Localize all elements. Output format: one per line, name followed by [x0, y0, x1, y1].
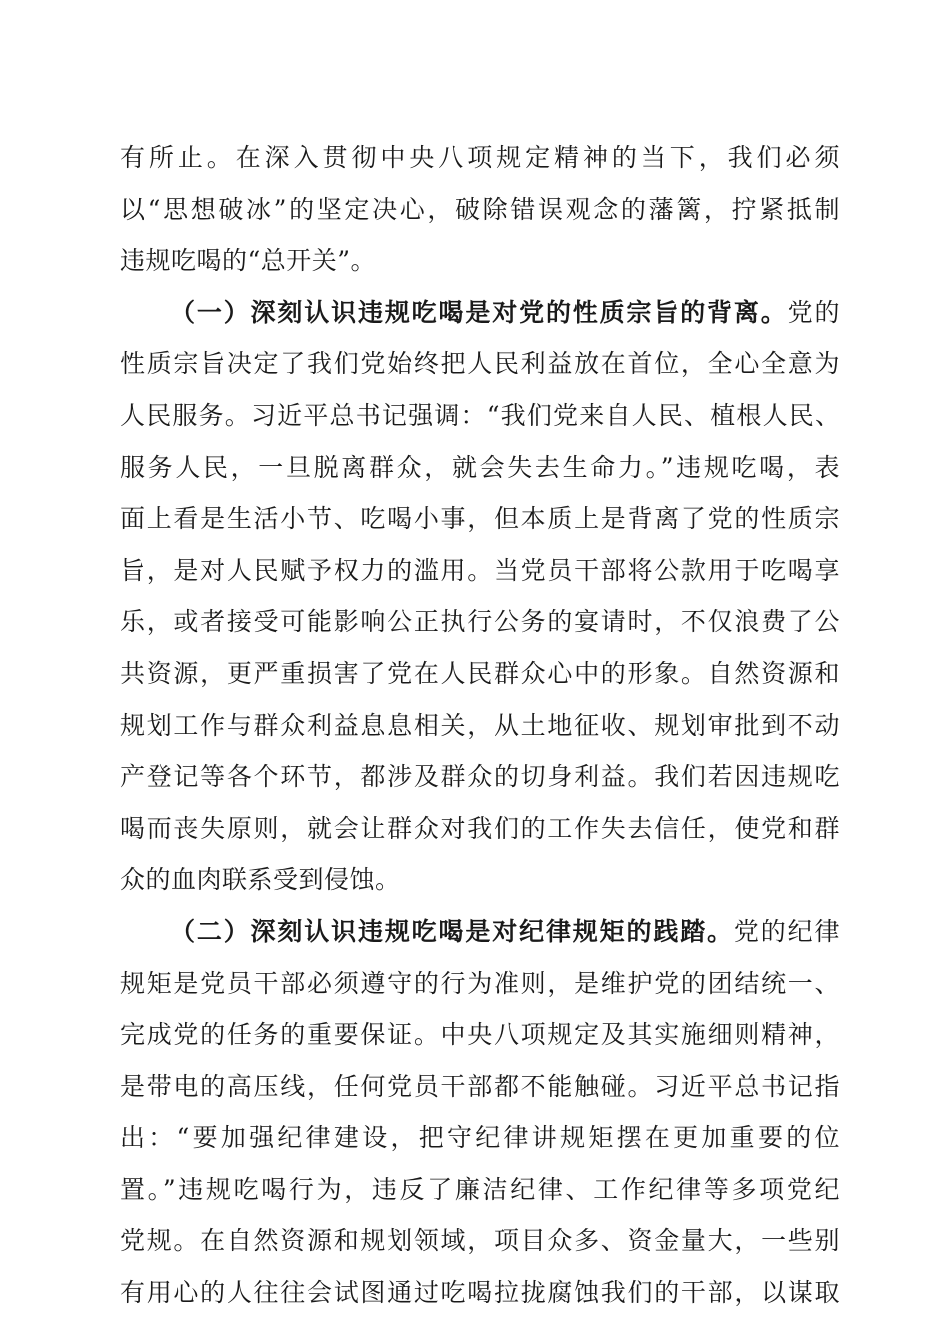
text-line: 违规吃喝的“总开关”。 — [120, 246, 377, 276]
section-heading-1: （一）深刻认识违规吃喝是对党的性质宗旨的背离。 — [170, 297, 788, 327]
text-line: 产登记等各个环节，都涉及群众的切身利益。我们若因违规吃 — [120, 762, 840, 792]
document-body — [120, 132, 840, 1319]
text-line: 人民服务。习近平总书记强调：“我们党来自人民、植根人民、 — [120, 400, 840, 430]
text-line: 性质宗旨决定了我们党始终把人民利益放在首位，全心全意为 — [120, 349, 840, 379]
text-line: 旨，是对人民赋予权力的滥用。当党员干部将公款用于吃喝享 — [120, 555, 840, 585]
text-line: 喝而丧失原则，就会让群众对我们的工作失去信任，使党和群 — [120, 813, 840, 843]
section-heading-line — [120, 906, 840, 958]
text-line: 服务人民，一旦脱离群众，就会失去生命力。”违规吃喝，表 — [120, 452, 840, 482]
text-fragment: 党的 — [787, 297, 840, 327]
text-line: 以“思想破冰”的坚定决心，破除错误观念的藩篱，拧紧抵制 — [120, 194, 840, 224]
text-fragment: 党的纪律 — [733, 916, 840, 946]
text-line: 置。”违规吃喝行为，违反了廉洁纪律、工作纪律等多项党纪 — [120, 1174, 840, 1204]
text-line: 面上看是生活小节、吃喝小事，但本质上是背离了党的性质宗 — [120, 504, 840, 534]
text-line: 党规。在自然资源和规划领域，项目众多、资金量大，一些别 — [120, 1226, 840, 1256]
section-heading-2: （二）深刻认识违规吃喝是对纪律规矩的践踏。 — [170, 916, 734, 946]
text-line: 是带电的高压线，任何党员干部都不能触碰。习近平总书记指 — [120, 1071, 840, 1101]
text-line: 出：“要加强纪律建设，把守纪律讲规矩摆在更加重要的位 — [120, 1123, 840, 1153]
text-line: 共资源，更严重损害了党在人民群众心中的形象。自然资源和 — [120, 658, 840, 688]
text-line: 乐，或者接受可能影响公正执行公务的宴请时，不仅浪费了公 — [120, 607, 840, 637]
text-line: 有用心的人往往会试图通过吃喝拉拢腐蚀我们的干部，以谋取 — [120, 1278, 840, 1308]
text-line: 规矩是党员干部必须遵守的行为准则，是维护党的团结统一、 — [120, 968, 840, 998]
section-heading-line — [120, 287, 840, 339]
text-line: 众的血肉联系受到侵蚀。 — [120, 865, 401, 895]
text-line: 规划工作与群众利益息息相关，从土地征收、规划审批到不动 — [120, 710, 840, 740]
text-line: 有所止。在深入贯彻中央八项规定精神的当下，我们必须 — [120, 143, 840, 172]
text-line: 完成党的任务的重要保证。中央八项规定及其实施细则精神， — [120, 1020, 840, 1050]
